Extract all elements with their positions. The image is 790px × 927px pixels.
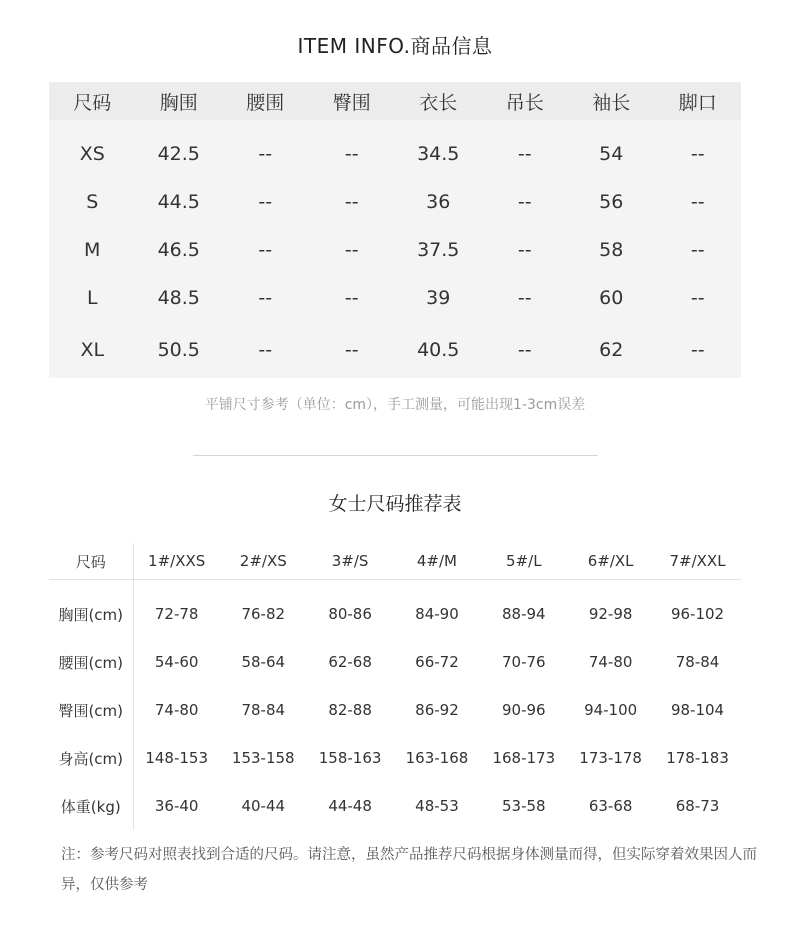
table-cell: 94-100 — [584, 701, 638, 719]
table-cell: 63-68 — [588, 797, 633, 815]
header-l: 5#/L — [480, 543, 567, 580]
table-cell: L — [49, 274, 136, 322]
table-cell: 36 — [395, 178, 482, 226]
header-xxl: 7#/XXL — [654, 543, 741, 580]
table-cell: 68-73 — [675, 797, 720, 815]
table-cell: -- — [309, 322, 396, 378]
section-divider — [193, 455, 598, 456]
table-cell: -- — [482, 226, 569, 274]
table-cell: -- — [655, 178, 742, 226]
table-cell: 70-76 — [502, 653, 546, 671]
table-cell: XS — [49, 120, 136, 178]
table-cell: -- — [309, 226, 396, 274]
table-cell: 54 — [568, 120, 655, 178]
table-cell: 44.5 — [136, 178, 223, 226]
table-cell: 34.5 — [395, 120, 482, 178]
table-cell: 88-94 — [502, 605, 546, 623]
table-row — [49, 178, 741, 226]
row-label-chest: 胸围(cm) — [49, 580, 133, 639]
header-chest: 胸围 — [136, 82, 223, 120]
recommend-title: 女士尺码推荐表 — [328, 493, 462, 515]
table-cell: 90-96 — [502, 701, 546, 719]
table-cell: 98-104 — [670, 701, 725, 719]
table-cell: 48.5 — [136, 274, 223, 322]
table-cell: 40.5 — [395, 322, 482, 378]
header-waist: 腰围 — [222, 82, 309, 120]
table-row — [49, 226, 741, 274]
table-cell: -- — [655, 226, 742, 274]
table-row — [49, 782, 741, 830]
table-cell: 78-84 — [241, 701, 286, 719]
table-cell: 78-84 — [675, 653, 720, 671]
table-cell: 178-183 — [666, 749, 729, 767]
header-size: 尺码 — [49, 543, 133, 580]
header-size: 尺码 — [49, 82, 136, 120]
table-cell: -- — [222, 226, 309, 274]
table-cell: 56 — [568, 178, 655, 226]
table-cell: 60 — [568, 274, 655, 322]
header-hem: 脚口 — [655, 82, 742, 120]
table-header-row — [49, 82, 741, 120]
table-row — [49, 734, 741, 782]
table-cell: 54-60 — [154, 653, 199, 671]
table-cell: 86-92 — [415, 701, 459, 719]
table-cell: -- — [309, 120, 396, 178]
table-row — [49, 120, 741, 178]
table-cell: -- — [655, 322, 742, 378]
header-xl: 6#/XL — [567, 543, 654, 580]
row-label-weight: 体重(kg) — [49, 782, 133, 830]
table-cell: 96-102 — [670, 605, 725, 623]
table-cell: 37.5 — [395, 226, 482, 274]
table-cell: 163-168 — [405, 749, 469, 767]
table-cell: 66-72 — [415, 653, 459, 671]
table-cell: 36-40 — [154, 797, 199, 815]
table-cell: 40-44 — [241, 797, 286, 815]
header-hang-length: 吊长 — [482, 82, 569, 120]
row-label-waist: 腰围(cm) — [49, 638, 133, 686]
size-measurement-table — [49, 82, 741, 378]
table-cell: 62 — [568, 322, 655, 378]
table-cell: -- — [222, 274, 309, 322]
row-label-height: 身高(cm) — [49, 734, 133, 782]
header-sleeve: 袖长 — [568, 82, 655, 120]
table-cell: 44-48 — [328, 797, 372, 815]
table-cell: 58 — [568, 226, 655, 274]
table-row — [49, 638, 741, 686]
table-cell: 72-78 — [154, 605, 199, 623]
table-cell: S — [49, 178, 136, 226]
table-row — [49, 322, 741, 378]
item-info-title: ITEM INFO.商品信息 — [297, 34, 493, 58]
table-cell: M — [49, 226, 136, 274]
table-cell: -- — [482, 178, 569, 226]
header-length: 衣长 — [395, 82, 482, 120]
recommend-note: 注：参考尺码对照表找到合适的尺码。请注意，虽然产品推荐尺码根据身体测量而得，但实际穿着效果因人而异，仅供参考 — [61, 847, 757, 893]
table-cell: -- — [309, 178, 396, 226]
table-cell: 168-173 — [492, 749, 556, 767]
table-cell: 39 — [395, 274, 482, 322]
table-cell: 58-64 — [241, 653, 286, 671]
table-row — [49, 580, 741, 639]
table-cell: 173-178 — [579, 749, 642, 767]
row-label-hip: 臀围(cm) — [49, 686, 133, 734]
table-cell: 74-80 — [154, 701, 199, 719]
header-hip: 臀围 — [309, 82, 396, 120]
table-cell: 153-158 — [231, 749, 295, 767]
size-recommend-table — [49, 543, 741, 830]
table-cell: XL — [49, 322, 136, 378]
table-cell: -- — [222, 178, 309, 226]
table-cell: -- — [655, 274, 742, 322]
table-cell: -- — [482, 274, 569, 322]
measurement-note: 平铺尺寸参考（单位：cm），手工测量，可能出现1-3cm误差 — [204, 397, 586, 413]
table-cell: 46.5 — [136, 226, 223, 274]
table-cell: 92-98 — [588, 605, 633, 623]
table-cell: -- — [222, 322, 309, 378]
table-cell: 62-68 — [328, 653, 372, 671]
table-cell: -- — [222, 120, 309, 178]
table-cell: 84-90 — [415, 605, 459, 623]
header-xxs: 1#/XXS — [133, 543, 220, 580]
table-cell: 76-82 — [241, 605, 286, 623]
table-cell: 158-163 — [318, 749, 382, 767]
table-row — [49, 274, 741, 322]
header-s: 3#/S — [307, 543, 394, 580]
table-cell: 80-86 — [328, 605, 372, 623]
table-cell: -- — [482, 322, 569, 378]
table-cell: -- — [482, 120, 569, 178]
table-cell: 48-53 — [415, 797, 459, 815]
header-m: 4#/M — [394, 543, 481, 580]
header-xs: 2#/XS — [220, 543, 307, 580]
table-cell: 82-88 — [328, 701, 372, 719]
table-cell: 50.5 — [136, 322, 223, 378]
table-cell: 148-153 — [145, 749, 209, 767]
table-header-row — [49, 543, 741, 580]
table-cell: 74-80 — [588, 653, 633, 671]
table-cell: -- — [309, 274, 396, 322]
table-row — [49, 686, 741, 734]
table-cell: 53-58 — [502, 797, 546, 815]
table-cell: -- — [655, 120, 742, 178]
table-cell: 42.5 — [136, 120, 223, 178]
